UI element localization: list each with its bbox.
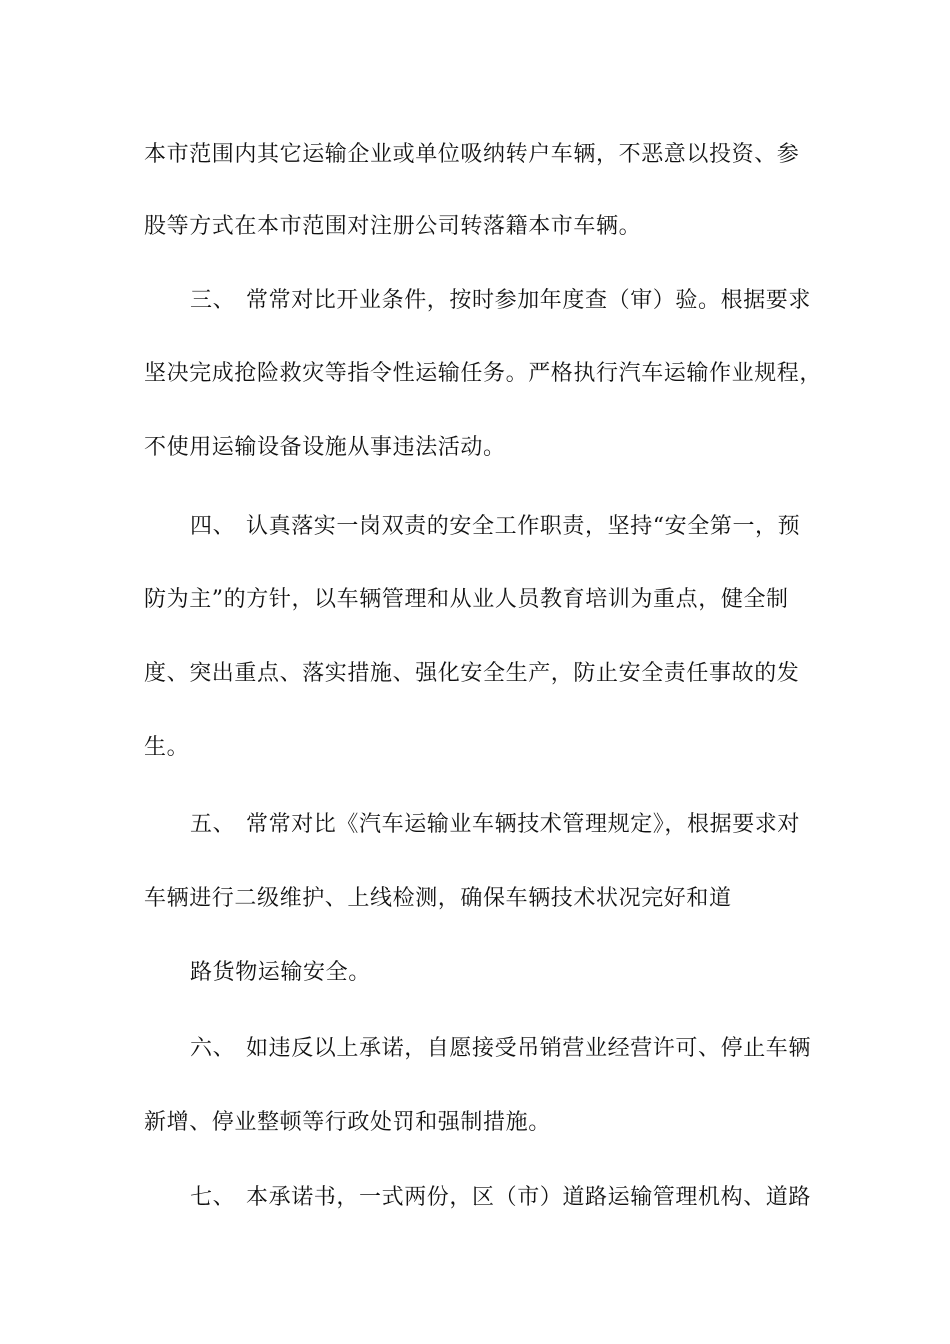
line-text: 如违反以上承诺，自愿接受吊销营业经营许可、停止车辆 xyxy=(246,1036,812,1061)
paragraph-line xyxy=(144,140,799,170)
line-text: 车辆进行二级维护、上线检测，确保车辆技术状况完好和道 xyxy=(144,886,732,911)
paragraph-line xyxy=(144,659,799,689)
line-text: 本市范围内其它运输企业或单位吸纳转户车辆，不恶意以投资、参 xyxy=(144,142,800,167)
line-text: 常常对比《汽车运输业车辆技术管理规定》，根据要求对 xyxy=(246,812,801,837)
line-text: 股等方式在本市范围对注册公司转落籍本市车辆。 xyxy=(144,214,642,239)
item-six-first-line xyxy=(190,1034,811,1064)
item-number: 三、 xyxy=(190,288,236,313)
paragraph-line xyxy=(144,359,822,389)
item-seven-first-line xyxy=(190,1183,811,1213)
paragraph-line xyxy=(144,212,641,242)
line-text: 新增、停业整顿等行政处罚和强制措施。 xyxy=(144,1110,551,1135)
item-number: 六、 xyxy=(190,1036,236,1061)
line-text: 本承诺书，一式两份，区（市）道路运输管理机构、道路 xyxy=(246,1185,812,1210)
paragraph-line xyxy=(144,884,732,914)
item-number: 四、 xyxy=(190,514,236,539)
paragraph-line xyxy=(144,585,789,615)
line-text: 路货物运输安全。 xyxy=(190,960,371,985)
paragraph-line xyxy=(144,433,506,463)
item-number: 五、 xyxy=(190,812,236,837)
line-text: 认真落实一岗双责的安全工作职责，坚持“安全第一，预 xyxy=(246,514,801,539)
line-text: 生。 xyxy=(144,735,190,760)
line-text: 不使用运输设备设施从事违法活动。 xyxy=(144,435,506,460)
item-three-first-line xyxy=(190,286,811,316)
item-four-first-line xyxy=(190,512,800,542)
paragraph-line xyxy=(144,1108,551,1138)
item-number: 七、 xyxy=(190,1185,236,1210)
paragraph-line xyxy=(144,733,189,763)
line-text: 常常对比开业条件，按时参加年度查（审）验。根据要求 xyxy=(246,288,812,313)
paragraph-line xyxy=(190,958,371,988)
line-text: 防为主”的方针，以车辆管理和从业人员教育培训为重点，健全制 xyxy=(144,587,789,612)
line-text: 度、突出重点、落实措施、强化安全生产，防止安全责任事故的发 xyxy=(144,661,800,686)
line-text: 坚决完成抢险救灾等指令性运输任务。严格执行汽车运输作业规程， xyxy=(144,361,823,386)
item-five-first-line xyxy=(190,810,800,840)
